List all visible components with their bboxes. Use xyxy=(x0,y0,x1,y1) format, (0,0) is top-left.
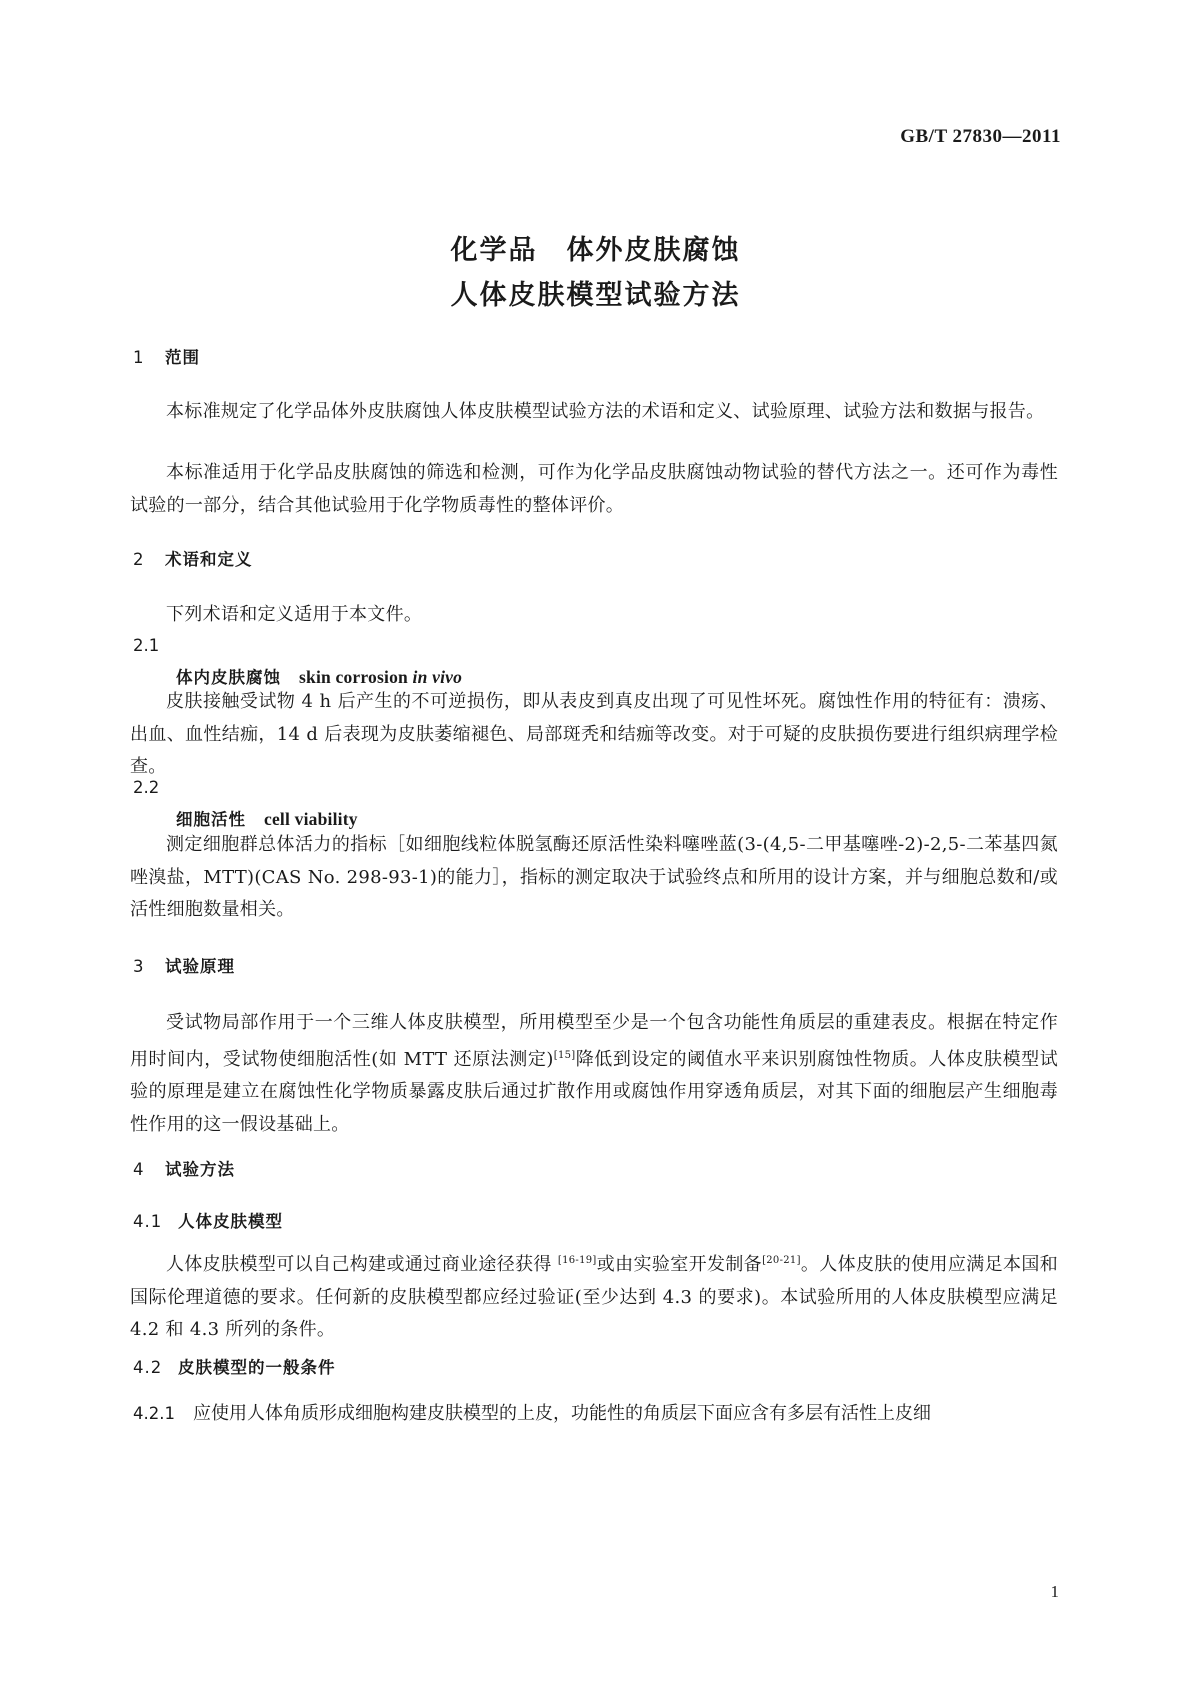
section-3-heading xyxy=(133,953,235,977)
term-number: 2.1 xyxy=(133,636,160,655)
section-2-heading xyxy=(133,546,253,570)
subsection-number: 4.2 xyxy=(133,1358,163,1377)
subsection-4-1-heading xyxy=(133,1208,283,1232)
section-4-heading xyxy=(133,1156,235,1180)
term-cn: 细胞活性 xyxy=(176,810,246,829)
section-title: 术语和定义 xyxy=(165,550,253,569)
citation: [15] xyxy=(553,1049,576,1061)
term-en: cell viability xyxy=(264,809,358,829)
section-number: 2 xyxy=(133,550,145,569)
term-title xyxy=(176,806,358,830)
title-line-1: 化学品 体外皮肤腐蚀 xyxy=(450,235,741,266)
section-2-intro: 下列术语和定义适用于本文件。 xyxy=(166,604,423,625)
page-number: 1 xyxy=(1050,1582,1059,1601)
citation: [16-19] xyxy=(557,1255,597,1266)
section-number: 4 xyxy=(133,1160,145,1179)
section-3-paragraph: 受试物局部作用于一个三维人体皮肤模型，所用模型至少是一个包含功能性角质层的重建表皮。根据在特定作用时间内，受试物使细胞活性(如 MTT 还原法测定)[15]降低到设定的阈值水平来识别腐蚀性物质。人体皮肤模型试验的原理是建立在腐蚀性化学物质暴露皮肤后通过扩散作用或腐蚀作用穿透角质层，对其下面的细胞层产生细胞毒性作用的这一假设基础上。 xyxy=(130,1012,1058,1135)
term-cn: 体内皮肤腐蚀 xyxy=(176,668,281,687)
term-en: skin corrosion in vivo xyxy=(299,667,463,687)
clause-4-2-1 xyxy=(133,1398,1058,1430)
section-title: 范围 xyxy=(165,348,200,367)
term-title xyxy=(176,664,462,688)
citation: [20-21] xyxy=(762,1255,801,1266)
section-1-paragraph-2: 本标准适用于化学品皮肤腐蚀的筛选和检测，可作为化学品皮肤腐蚀动物试验的替代方法之一。还可作为毒性试验的一部分，结合其他试验用于化学物质毒性的整体评价。 xyxy=(130,462,1058,516)
term-number: 2.2 xyxy=(133,778,160,797)
section-1-heading xyxy=(133,344,200,368)
clause-number: 4.2.1 xyxy=(133,1404,175,1423)
term-definition: 测定细胞群总体活力的指标［如细胞线粒体脱氢酶还原活性染料噻唑蓝(3-(4,5-二甲基噻唑-2)-2,5-二苯基四氮唑溴盐，MTT)(CAS No. 298-93-1)的能力］，指标的测定取决于试验终点和所用的设计方案，并与细胞总数和/或活性细胞数量相关。 xyxy=(130,834,1058,920)
subsection-4-2-heading xyxy=(133,1354,336,1378)
clause-text: 应使用人体角质形成细胞构建皮肤模型的上皮，功能性的角质层下面应含有多层有活性上皮细 xyxy=(193,1403,931,1424)
subsection-title: 人体皮肤模型 xyxy=(178,1212,283,1231)
document-title xyxy=(0,228,1191,318)
subsection-4-1-paragraph: 人体皮肤模型可以自己构建或通过商业途径获得 [16-19]或由实验室开发制备[20-21]。人体皮肤的使用应满足本国和国际伦理道德的要求。任何新的皮肤模型都应经过验证(至少达到 4.3 的要求)。本试验所用的人体皮肤模型应满足 4.2 和 4.3 所列的条件。 xyxy=(130,1254,1058,1340)
term-definition: 皮肤接触受试物 4 h 后产生的不可逆损伤，即从表皮到真皮出现了可见性坏死。腐蚀性作用的特征有：溃疡、出血、血性结痂，14 d 后表现为皮肤萎缩褪色、局部斑秃和结痂等改变。对于可疑的皮肤损伤要进行组织病理学检查。 xyxy=(130,691,1058,777)
section-title: 试验方法 xyxy=(165,1160,235,1179)
subsection-number: 4.1 xyxy=(133,1212,163,1231)
title-line-2: 人体皮肤模型试验方法 xyxy=(450,280,741,311)
section-number: 1 xyxy=(133,348,145,367)
subsection-title: 皮肤模型的一般条件 xyxy=(178,1358,336,1377)
section-1-paragraph-1: 本标准规定了化学品体外皮肤腐蚀人体皮肤模型试验方法的术语和定义、试验原理、试验方法和数据与报告。 xyxy=(166,401,1045,422)
section-number: 3 xyxy=(133,957,145,976)
section-title: 试验原理 xyxy=(165,957,235,976)
standard-number: GB/T 27830—2011 xyxy=(900,126,1061,147)
